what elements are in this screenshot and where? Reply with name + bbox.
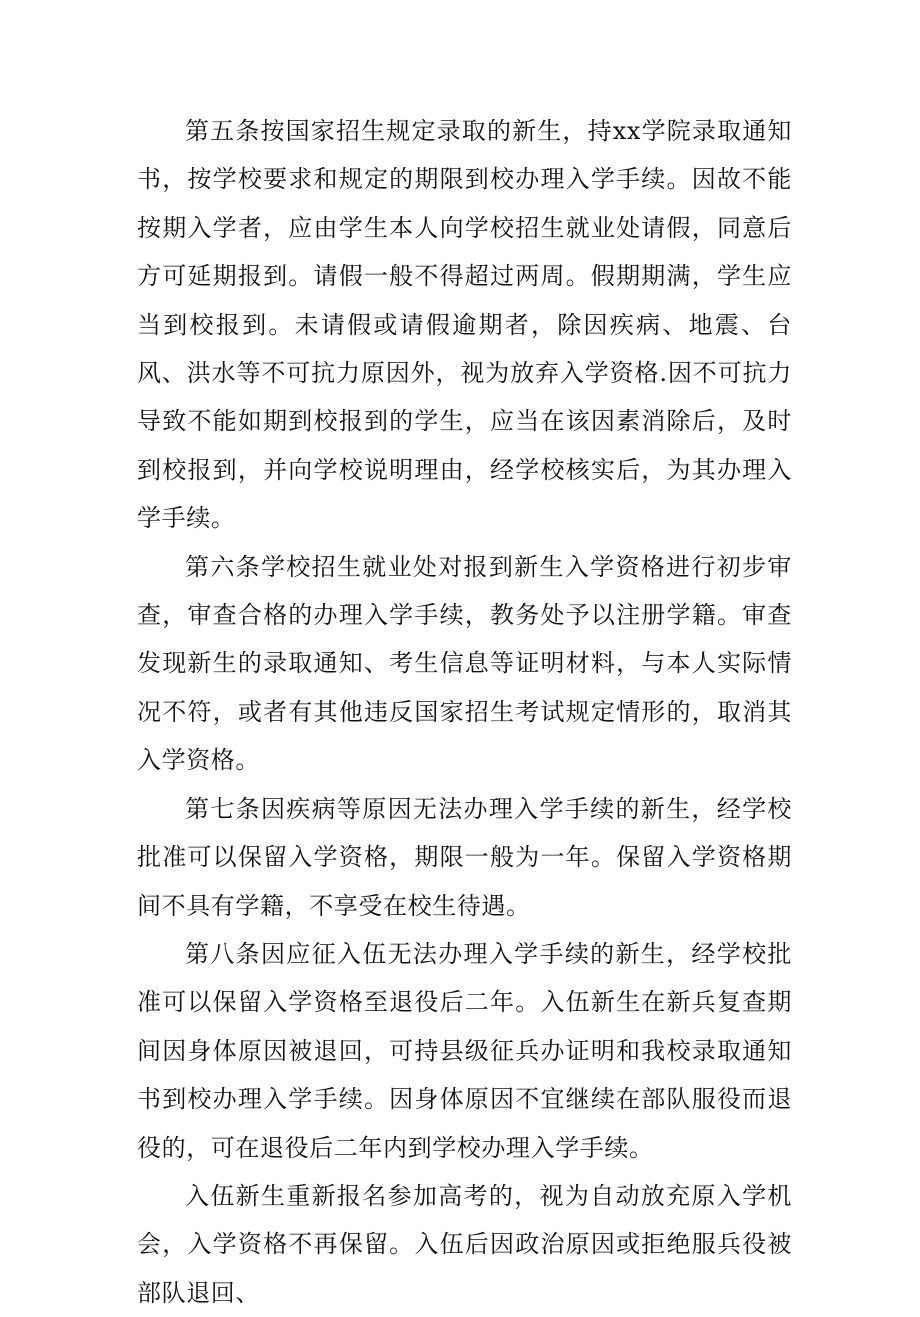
article-8-paragraph: 第八条因应征入伍无法办理入学手续的新生，经学校批准可以保留入学资格至退役后二年。入伍新生在新兵复查期间因身体原因被退回，可持县级征兵办证明和我校录取通知书到校办理入学手续。因身体原因不宜继续在部队服役而退役的，可在退役后二年内到学校办理入学手续。	[137, 939, 792, 1162]
article-5-paragraph: 第五条按国家招生规定录取的新生，持xx学院录取通知书，按学校要求和规定的期限到校办理入学手续。因故不能按期入学者，应由学生本人向学校招生就业处请假，同意后方可延期报到。请假一般不得超过两周。假期期满，学生应当到校报到。未请假或请假逾期者，除因疾病、地震、台风、洪水等不可抗力原因外，视为放弃入学资格.因不可抗力导致不能如期到校报到的学生，应当在该因素消除后，及时到校报到，并向学校说明理由，经学校核实后，为其办理入学手续。	[137, 117, 792, 533]
article-7-paragraph: 第七条因疾病等原因无法办理入学手续的新生，经学校批准可以保留入学资格，期限一般为一年。保留入学资格期间不具有学籍，不享受在校生待遇。	[137, 794, 792, 920]
enlisted-student-paragraph: 入伍新生重新报名参加高考的，视为自动放充原入学机会，入学资格不再保留。入伍后因政治原因或拒绝服兵役被部队退回、	[137, 1181, 792, 1307]
article-6-paragraph: 第六条学校招生就业处对报到新生入学资格进行初步审查，审查合格的办理入学手续，教务处予以注册学籍。审查发现新生的录取通知、考生信息等证明材料，与本人实际情况不符，或者有其他违反国家招生考试规定情形的，取消其入学资格。	[137, 552, 792, 775]
document-body	[137, 107, 792, 1317]
